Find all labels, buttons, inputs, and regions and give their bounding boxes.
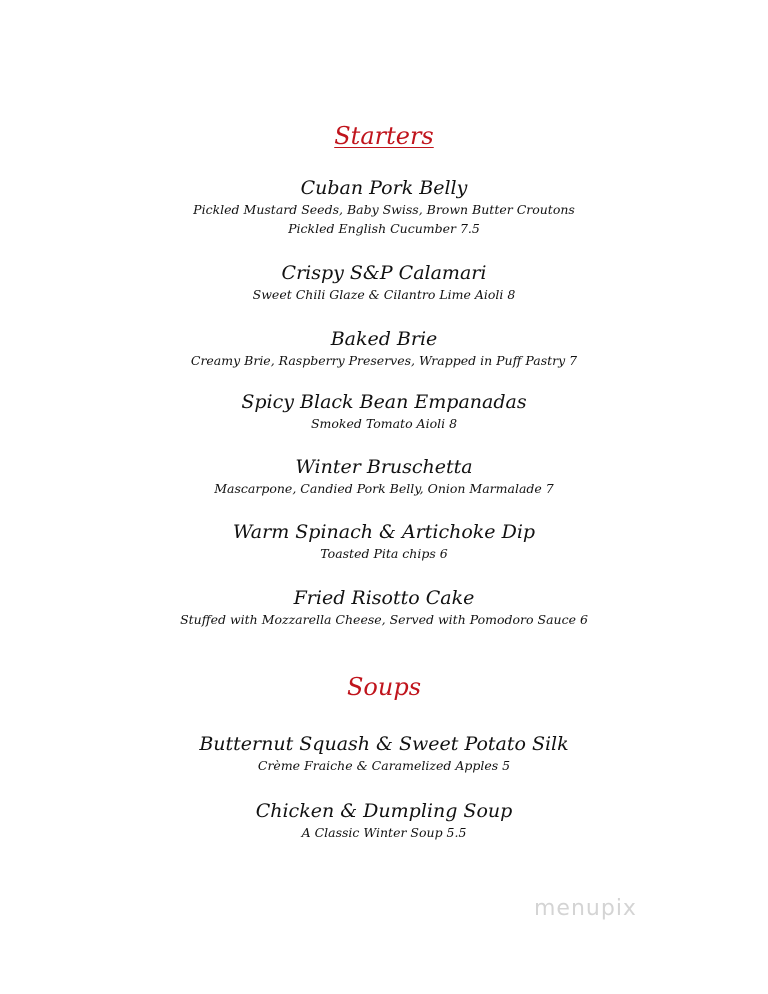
- menu-item-chicken-dumpling: [0, 799, 768, 842]
- item-description: Pickled English Cucumber 7.5: [288, 221, 480, 236]
- item-name: Baked Brie: [330, 328, 438, 350]
- item-name: Cuban Pork Belly: [300, 177, 468, 199]
- menu-item-risotto-cake: [0, 586, 768, 629]
- item-description: Toasted Pita chips 6: [320, 546, 448, 561]
- item-description: A Classic Winter Soup 5.5: [301, 825, 467, 840]
- item-name: Winter Bruschetta: [295, 456, 473, 478]
- section-title-soups: Soups: [346, 673, 422, 701]
- section-title-starters: Starters: [334, 122, 434, 150]
- item-description: Sweet Chili Glaze & Cilantro Lime Aioli 8: [252, 287, 516, 302]
- menu-item-cuban-pork-belly: [0, 176, 768, 238]
- menu-item-spinach-dip: [0, 520, 768, 563]
- menu-item-calamari: [0, 261, 768, 304]
- menu-item-baked-brie: [0, 327, 768, 370]
- item-description: Stuffed with Mozzarella Cheese, Served with Pomodoro Sauce 6: [180, 612, 588, 627]
- watermark-logo: menupix: [534, 896, 637, 921]
- item-name: Fried Risotto Cake: [293, 587, 475, 609]
- item-name: Spicy Black Bean Empanadas: [241, 391, 527, 413]
- item-description: Mascarpone, Candied Pork Belly, Onion Marmalade 7: [214, 481, 554, 496]
- item-description: Crème Fraiche & Caramelized Apples 5: [257, 758, 511, 773]
- item-description: Pickled Mustard Seeds, Baby Swiss, Brown Butter Croutons: [193, 202, 575, 217]
- menu-item-butternut-squash: [0, 732, 768, 775]
- menu-item-bruschetta: [0, 455, 768, 498]
- item-description: Creamy Brie, Raspberry Preserves, Wrapped in Puff Pastry 7: [190, 353, 578, 368]
- menu-item-empanadas: [0, 390, 768, 433]
- item-name: Crispy S&P Calamari: [281, 262, 487, 284]
- item-description: Smoked Tomato Aioli 8: [310, 416, 458, 431]
- item-name: Butternut Squash & Sweet Potato Silk: [199, 733, 569, 755]
- item-name: Chicken & Dumpling Soup: [255, 800, 513, 822]
- item-name: Warm Spinach & Artichoke Dip: [232, 521, 536, 543]
